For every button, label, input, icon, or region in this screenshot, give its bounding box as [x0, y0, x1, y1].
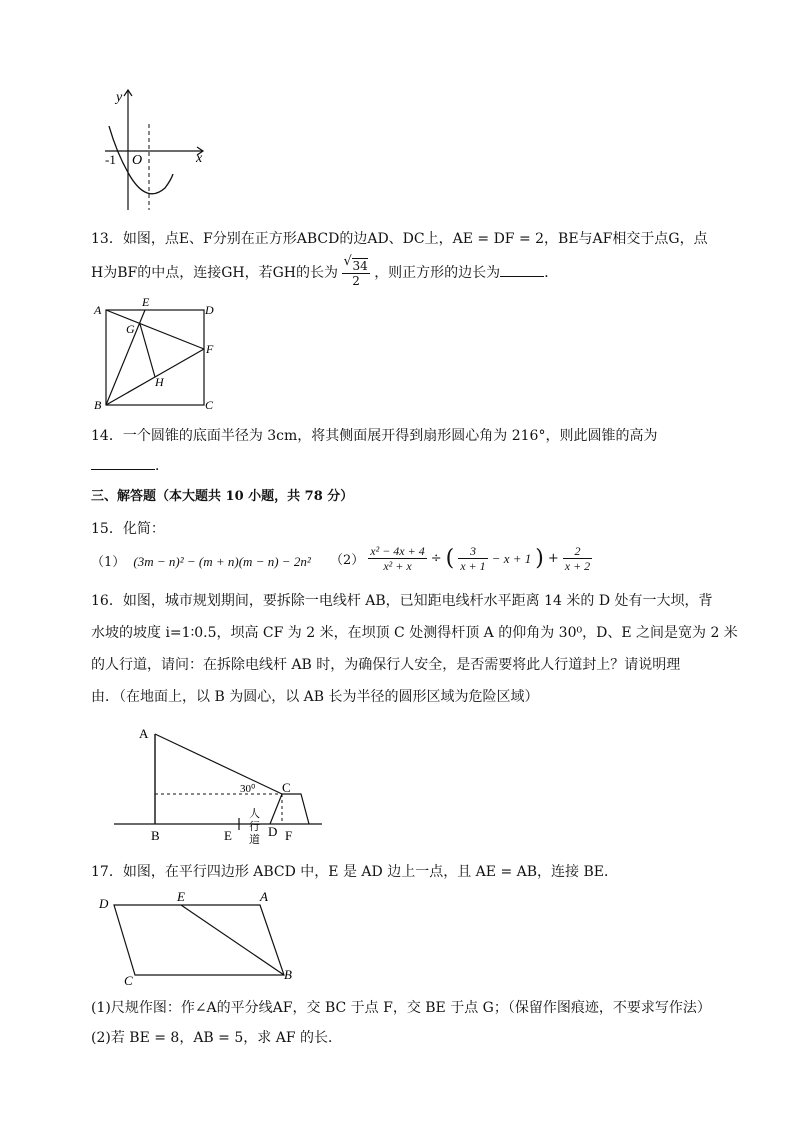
- segment-af: [106, 310, 204, 349]
- q17-line1: 17．如图，在平行四边形 ABCD 中，E 是 AD 边上一点，且 AE = AB，连接 BE．: [91, 864, 618, 880]
- road-label-1: 人: [249, 808, 260, 820]
- parabola-figure: [95, 84, 210, 214]
- q13-line2-text: H为BF的中点，连接GH，若GH的长为: [91, 265, 338, 281]
- angle-30-label: 30⁰: [240, 783, 256, 795]
- road-label-3: 道: [249, 834, 260, 846]
- dam-outline: [270, 794, 309, 824]
- label-c: C: [124, 973, 133, 988]
- q15-title: 15．化简：: [91, 521, 165, 537]
- label-c: C: [205, 398, 214, 412]
- q16-line4: 由．（在地面上，以 B 为圆心，以 AB 长为半径的圆形区域为危险区域）: [91, 689, 539, 705]
- frac2-num: 3: [458, 544, 487, 559]
- label-b: B: [94, 398, 102, 412]
- middle-term: − x + 1: [491, 550, 532, 566]
- q15-frac3: [563, 544, 592, 573]
- fraction-denominator: 2: [352, 274, 360, 288]
- gh-fraction: [342, 258, 369, 288]
- origin-label: O: [132, 153, 143, 168]
- label-f: F: [285, 828, 293, 843]
- label-d: D: [268, 824, 278, 839]
- divide-sign: ÷: [430, 551, 442, 566]
- parallelogram-figure: [95, 888, 305, 988]
- label-g: G: [126, 322, 135, 336]
- label-f: F: [206, 342, 214, 356]
- sqrt-34: √ 34: [352, 258, 367, 273]
- left-paren: (: [445, 546, 455, 571]
- q17-part1: (1)尺规作图：作∠A的平分线AF，交 BC 于点 F，交 BE 于点 G；（保留作图痕迹，不要求写作法）: [91, 1000, 711, 1016]
- answer-blank-13[interactable]: [500, 262, 544, 277]
- q14-line2: [91, 455, 169, 476]
- q14-line1: 14．一个圆锥的底面半径为 3cm，将其侧面展开得到扇形圆心角为 216°，则此圆锥的高为: [91, 428, 658, 444]
- q13-line2: [91, 258, 558, 288]
- q13-line2-tail: ，则正方形的边长为: [374, 265, 501, 281]
- label-c: C: [282, 780, 291, 795]
- q15-expressions: [91, 551, 311, 570]
- parallelogram-dcba: [114, 905, 284, 975]
- q13-line1: 13．如图，点E、F分别在正方形ABCD的边AD、DC上，AE = DF = 2，BE与AF相交于点G，点: [91, 231, 708, 247]
- section-heading: 三、解答题（本大题共 10 小题，共 78 分）: [91, 489, 354, 504]
- label-b: B: [284, 967, 292, 982]
- segment-be: [181, 905, 284, 975]
- answer-blank-14[interactable]: [91, 455, 155, 470]
- q15-part2-label: （2）: [330, 553, 365, 568]
- label-d: D: [99, 896, 109, 911]
- frac2-den: x + 1: [460, 559, 486, 573]
- q16-line2: 水坡的坡度 i=1∶0.5，坝高 CF 为 2 米，在坝顶 C 处测得杆顶 A 的仰角为 30⁰，D、E 之间是宽为 2 米: [91, 625, 738, 641]
- segment-gh: [140, 324, 155, 377]
- road-label-2: 行: [249, 821, 260, 833]
- q17-part2: (2)若 BE = 8，AB = 5，求 AF 的长．: [91, 1030, 342, 1046]
- q15-part1-expr: (3m − n)² − (m + n)(m − n) − 2n²: [133, 554, 311, 569]
- y-label: y: [116, 90, 123, 105]
- q15-frac2: [458, 544, 487, 573]
- label-a: A: [94, 303, 102, 317]
- label-a: A: [260, 889, 268, 904]
- pole-dam-figure: [112, 722, 332, 852]
- x-label: x: [196, 151, 203, 166]
- label-e: E: [142, 296, 150, 309]
- q15-part1-label: （1）: [91, 555, 126, 570]
- frac1-den: x² + x: [383, 559, 412, 573]
- q15-frac1: [368, 544, 426, 573]
- q16-line3: 的人行道，请问：在拆除电线杆 AB 时，为确保行人安全，是否需要将此人行道封上？请说明理: [91, 657, 681, 673]
- frac1-num: x² − 4x + 4: [370, 544, 425, 558]
- label-h: H: [155, 375, 164, 389]
- label-b: B: [151, 828, 160, 843]
- label-e: E: [224, 828, 232, 843]
- plus-sign: +: [547, 551, 559, 566]
- label-d: D: [205, 303, 214, 317]
- minus-one-label: -1: [105, 152, 116, 167]
- square-figure: [92, 296, 222, 416]
- frac3-den: x + 2: [564, 559, 591, 573]
- right-paren: ): [535, 546, 544, 571]
- frac3-num: 2: [563, 544, 592, 559]
- q16-line1: 16．如图，城市规划期间，要拆除一电线杆 AB，已知距电线杆水平距离 14 米的 D 处有一大坝，背: [91, 593, 713, 609]
- sight-line-ac: [155, 734, 282, 794]
- label-a: A: [139, 726, 149, 741]
- label-e: E: [177, 889, 185, 904]
- q13-period: ．: [544, 265, 559, 281]
- q14-period: ．: [155, 458, 169, 474]
- q15-part2: [330, 544, 592, 573]
